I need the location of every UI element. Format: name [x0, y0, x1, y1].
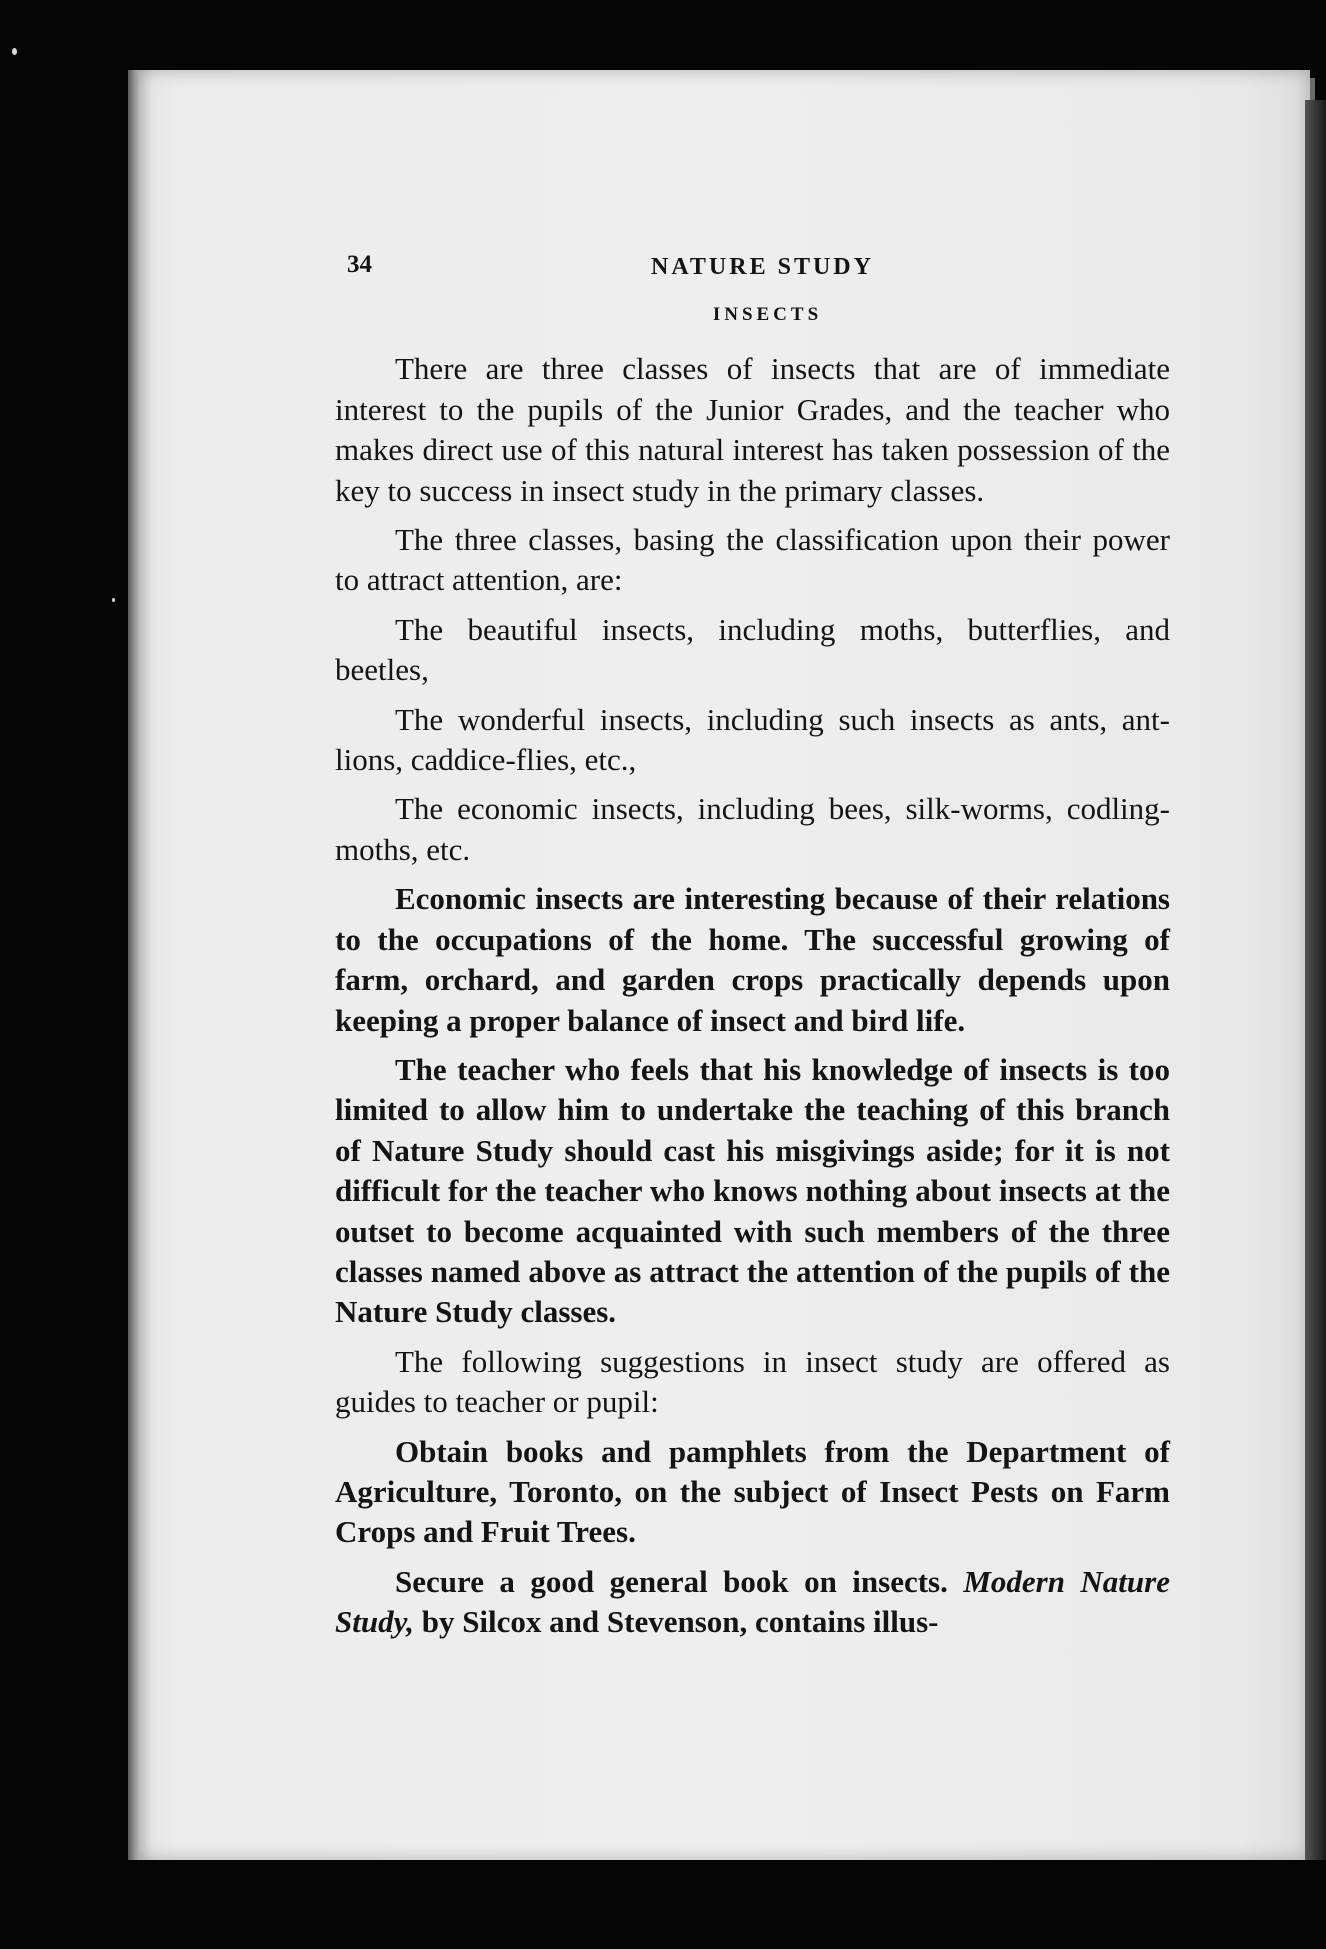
- running-title: NATURE STUDY: [651, 254, 874, 280]
- paragraph: The three classes, basing the classification upon their power to attract attention, are:: [335, 522, 1170, 598]
- page-number: 34: [347, 251, 372, 278]
- book-title: Modern Nature Study,: [335, 1563, 1170, 1640]
- section-heading: INSECTS: [712, 304, 823, 325]
- paragraph: The economic insects, including bees, silk-worms, codling-moths, etc.: [335, 791, 1170, 867]
- paragraph: The teacher who feels that his knowledge of insects is too limited to allow him to undertake the teaching of this branch of Nature Study should cast his misgivings aside; for it is not difficult for the teacher who knows nothing about insects at the outset to become acquainted with such members of the three classes named above as attract the attention of the pupils of the Nature Study classes.: [335, 1051, 1170, 1330]
- dust-speck: [12, 48, 17, 55]
- paragraph: The wonderful insects, including such insects as ants, ant-lions, caddice-flies, etc.,: [335, 701, 1170, 778]
- page-text: [335, 245, 1170, 1643]
- paragraph: Economic insects are interesting because of their relations to the occupations of the home. The successful growing of farm, orchard, and garden crops practically depends upon keeping a proper balance of insect and bird life.: [335, 881, 1170, 1038]
- running-head: [335, 245, 1170, 285]
- paragraph-text: by Silcox and Stevenson, contains illus-: [413, 1604, 939, 1640]
- facing-page-edge: [1305, 100, 1326, 1860]
- paragraph: Obtain books and pamphlets from the Department of Agriculture, Toronto, on the subject of Insect Pests on Farm Crops and Fruit Trees.: [335, 1433, 1170, 1550]
- paragraph: The following suggestions in insect study are offered as guides to teacher or pupil:: [335, 1343, 1170, 1420]
- dust-speck: [112, 598, 115, 602]
- paragraph: There are three classes of insects that are of immediate interest to the pupils of the Junior Grades, and the teacher who makes direct use of this natural interest has taken possession of the key to success in insect study in the primary classes.: [335, 351, 1170, 508]
- paragraph-last: [335, 1562, 1170, 1643]
- paragraph-text: Secure a good general book on insects.: [395, 1563, 964, 1599]
- paragraph: The beautiful insects, including moths, butterflies, and beetles,: [335, 611, 1170, 688]
